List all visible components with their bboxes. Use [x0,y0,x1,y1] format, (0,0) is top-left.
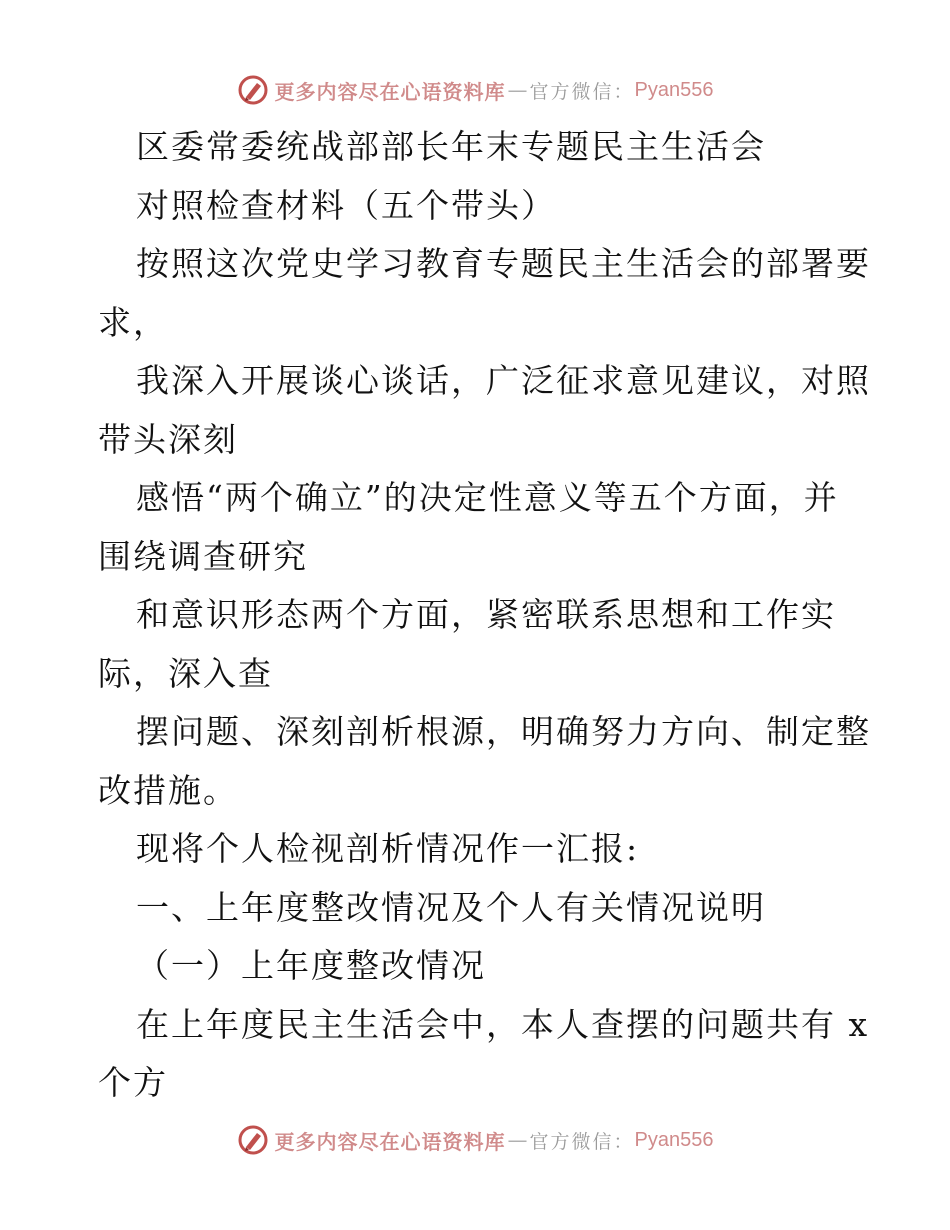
pen-logo-icon [237,74,269,106]
doc-line: 个方 [98,1063,168,1102]
pen-logo-icon [237,1124,269,1156]
watermark-site-text: 更多内容尽在心语资料库 [274,79,506,104]
watermark-site-text: 更多内容尽在心语资料库 [274,1129,506,1154]
doc-line: 区委常委统战部部长年末专题民主生活会 [136,127,766,166]
watermark-official-label: 官方微信： [529,1130,635,1153]
watermark-header [0,70,950,110]
doc-line: 围绕调查研究 [98,536,308,576]
doc-line: 我深入开展谈心谈话，广泛征求意见建议，对照 [136,361,871,400]
doc-line: 感悟“两个确立”的决定性意义等五个方面，并 [136,478,839,517]
document-body [98,118,871,1113]
doc-line: 改措施。 [98,770,238,810]
doc-line: 摆问题、深刻剖析根源，明确努力方向、制定整 [136,712,871,751]
doc-line: 际，深入查 [98,653,273,693]
doc-line: 按照这次党史学习教育专题民主生活会的部署要 [136,244,871,283]
watermark-wechat-id: Pyan556 [634,78,714,101]
doc-line: 在上年度民主生活会中，本人查摆的问题共有 x [136,1004,870,1044]
watermark-wechat-id: Pyan556 [634,1128,714,1151]
watermark-dash: — [507,1128,528,1152]
doc-line: 带头深刻 [98,419,238,459]
doc-line: 对照检查材料（五个带头） [136,185,556,225]
watermark-official-label: 官方微信： [529,80,635,103]
subsection-heading: （一）上年度整改情况 [136,946,486,985]
watermark-dash: — [507,78,528,102]
doc-line: 求， [98,302,168,342]
doc-line: 和意识形态两个方面，紧密联系思想和工作实 [136,595,836,634]
watermark-footer [0,1120,950,1160]
doc-line: 现将个人检视剖析情况作一汇报: [136,829,640,868]
section-heading: 一、上年度整改情况及个人有关情况说明 [136,887,766,927]
